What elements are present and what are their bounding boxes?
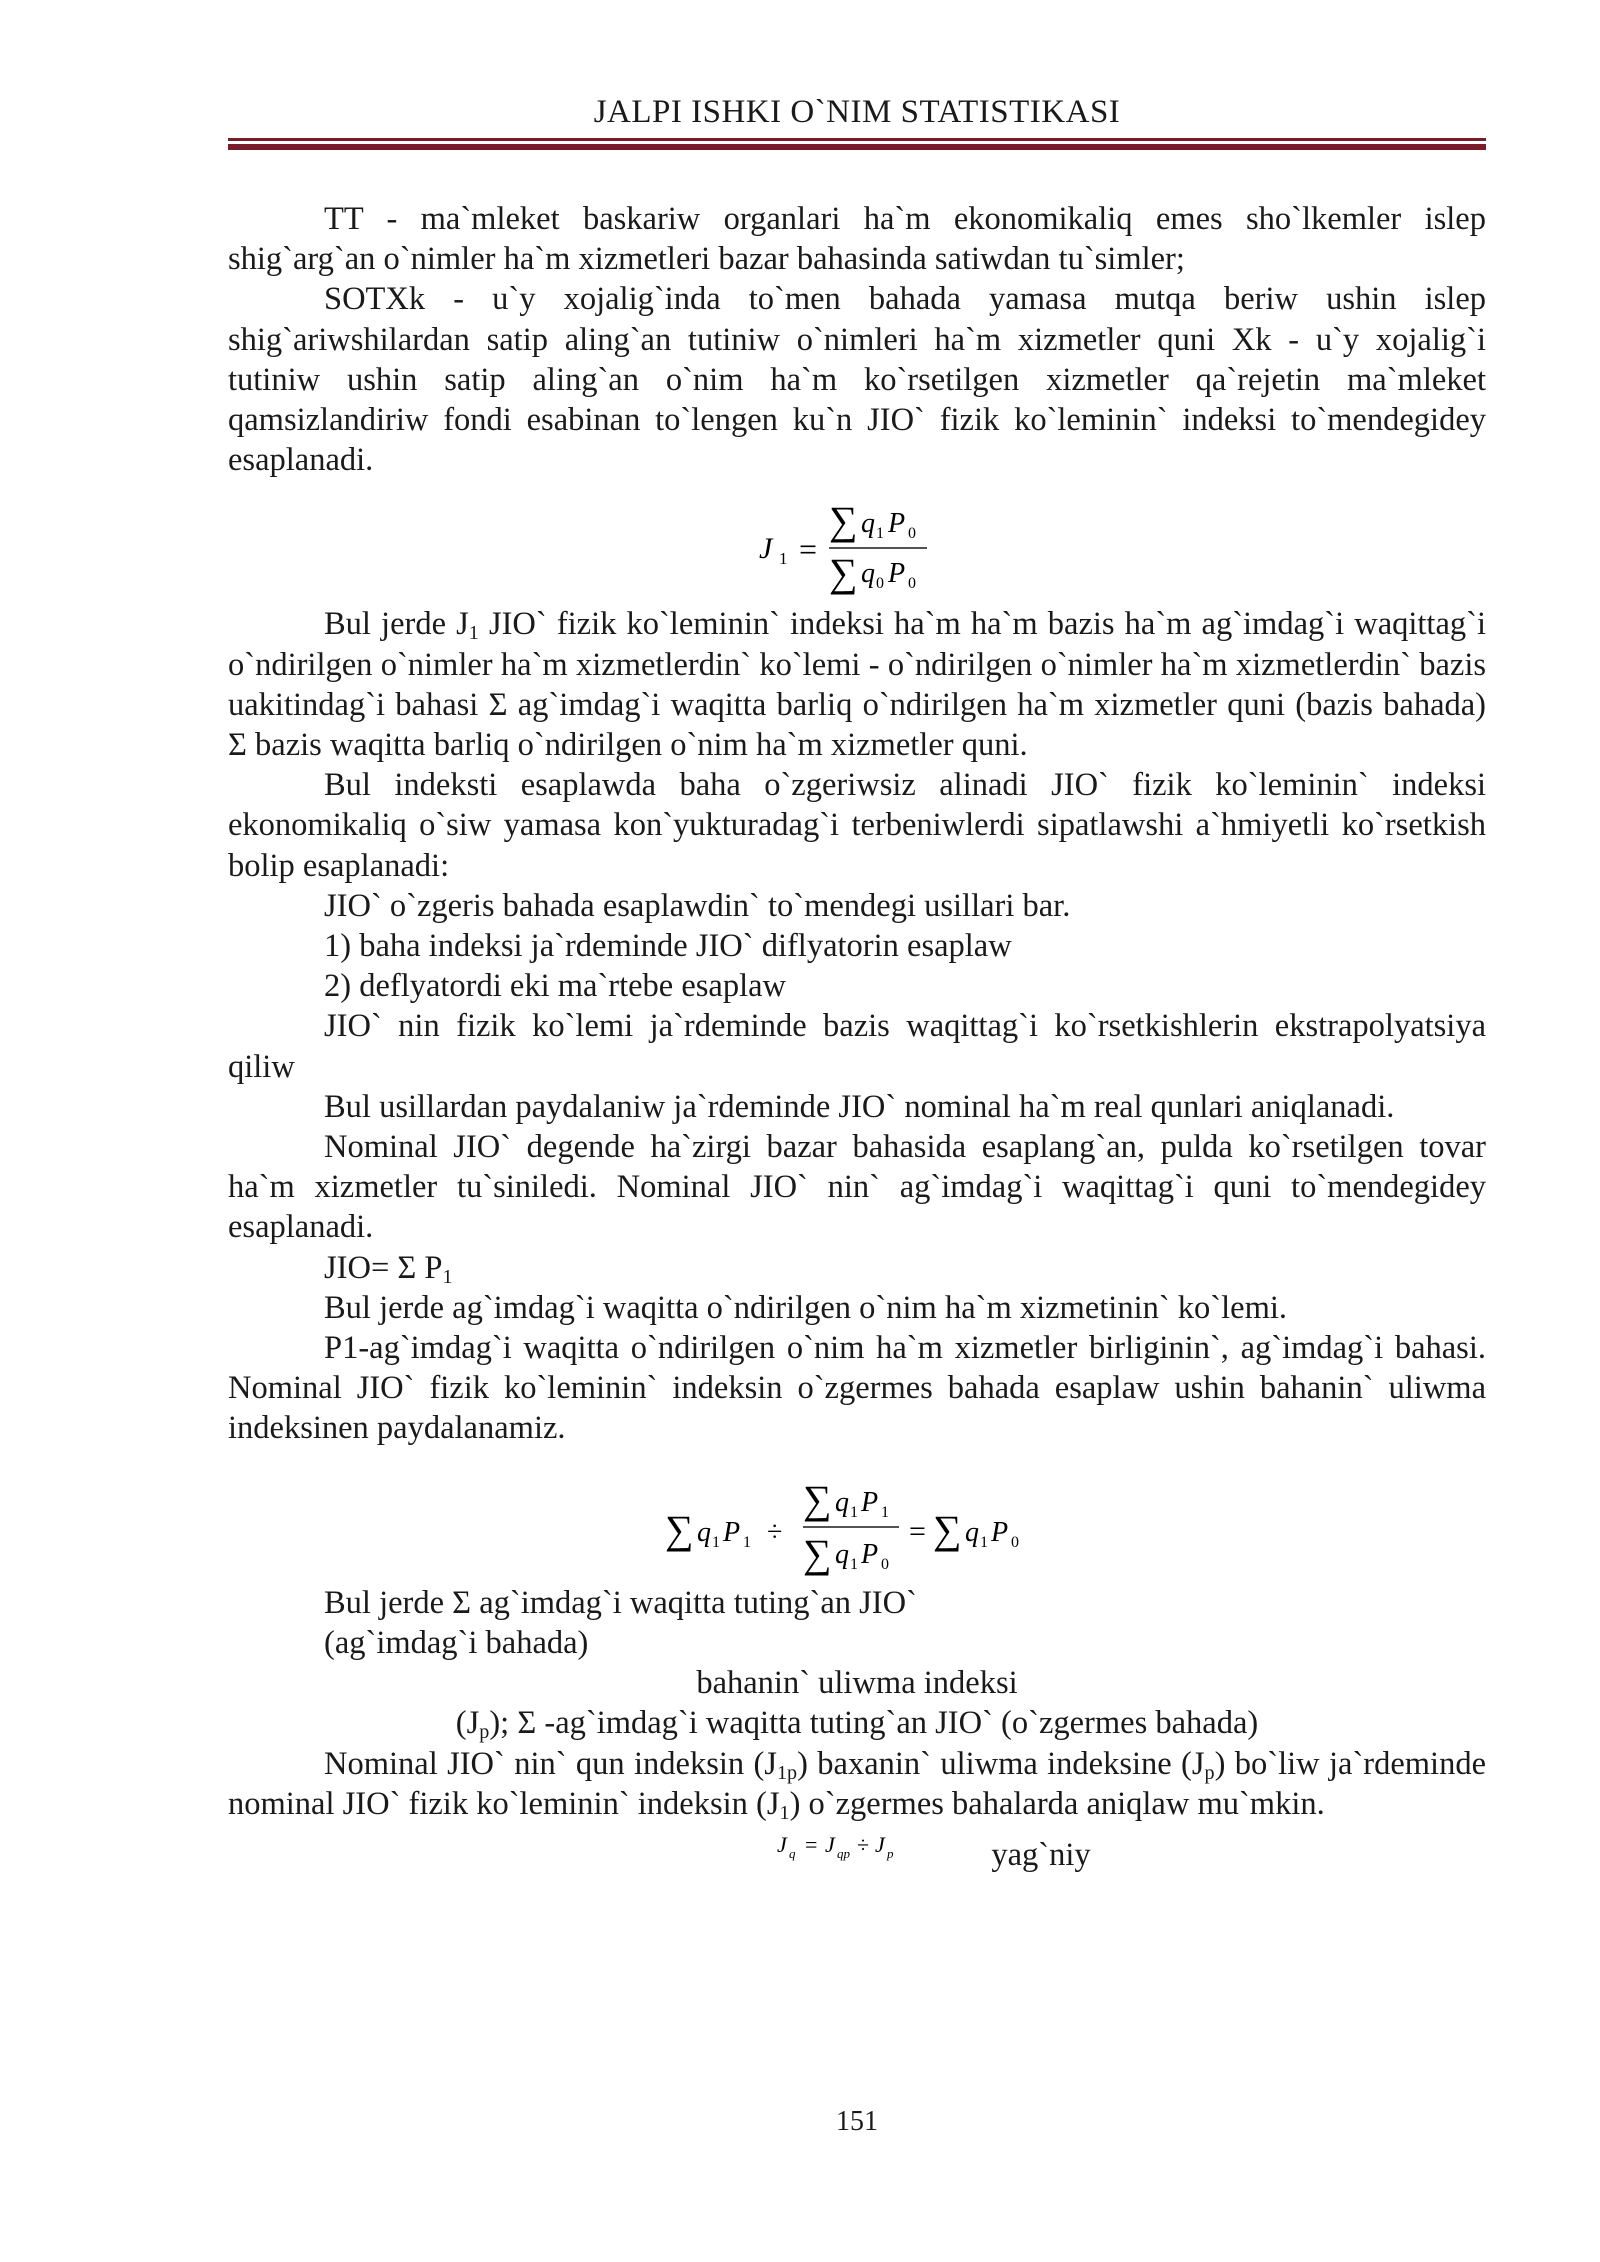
header-rule-thick xyxy=(228,144,1486,150)
f1-den-sigma: ∑ xyxy=(829,550,858,596)
f2-sigma-a: ∑ xyxy=(665,1506,694,1552)
f3-j-c: J xyxy=(875,1831,886,1857)
paragraph-nominal-qun-index: Nominal JIO` nin` qun indeksin $(J_{1p})$ baxanin` uliwma indeksine $(J_p)$ bo`liw ja`rdeminde nominal JIO` fizik ko`leminin` indeksin $(J_1)$ o`zgermes bahalarda aniqlaw mu`mkin. xyxy=(228,1745,1486,1824)
formula-1-svg xyxy=(747,484,967,604)
f3-divide: ÷ xyxy=(857,1831,870,1857)
f2-num-p-sub: 1 xyxy=(881,1503,889,1521)
f1-den-p-sub: 0 xyxy=(908,575,916,593)
paragraph-jp-definition: $(J_p)$; Σ -ag`imdag`i waqitta tuting`an JIO` (o`zgermes bahada) xyxy=(455,1705,1259,1744)
f3-equals: = xyxy=(805,1831,818,1857)
running-header: JALPI ISHKI O`NIM STATISTIKASI xyxy=(593,94,1121,130)
paragraph-baha-indeksi: bahanin` uliwma indeksi xyxy=(696,1665,1018,1702)
f2-den-p-sub: 0 xyxy=(881,1555,889,1573)
f2-den-q-sub: 1 xyxy=(850,1555,858,1573)
f1-num-q: q xyxy=(861,508,875,540)
header-rule-thin xyxy=(228,138,1486,141)
f1-den-q-sub: 0 xyxy=(876,575,884,593)
list-item-1: 1) baha indeksi ja`rdeminde JIO` diflyatorin esaplaw xyxy=(324,928,1012,965)
paragraph-bul-jerde-2: Bul jerde ag`imdag`i waqitta o`ndirilgen o`nim ha`m xizmetinin` ko`lemi. xyxy=(324,1289,1288,1326)
f2-divide: ÷ xyxy=(767,1516,783,1548)
f2-equals: = xyxy=(909,1514,926,1548)
f2-p-b-sub: 0 xyxy=(1011,1533,1019,1551)
page-body xyxy=(228,199,1486,1886)
paragraph-methods-intro: JIO` o`zgeris bahada esaplawdin` to`mendegi usillari bar. xyxy=(324,887,1071,924)
page-number: 151 xyxy=(836,2106,878,2137)
paragraph-tt-definition: TT - ma`mleket baskariw organlari ha`m ekonomikaliq emes sho`lkemler islep shig`arg`an o`nimler ha`m xizmetleri bazar bahasinda satiwdan tu`simler; xyxy=(228,201,1486,278)
f2-num-sigma: ∑ xyxy=(803,1476,832,1522)
f2-p-b: P xyxy=(991,1516,1009,1548)
list-item-3: JIO` nin fizik ko`lemi ja`rdeminde bazis waqittag`i ko`rsetkishlerin ekstrapolyatsiya qiliw xyxy=(228,1008,1486,1085)
f2-p-a: P xyxy=(723,1516,741,1548)
f1-num-q-sub: 1 xyxy=(876,525,884,543)
f2-q-b: q xyxy=(965,1516,979,1548)
paragraph-agimdagi-bahada: (ag`imdag`i bahada) xyxy=(324,1624,589,1661)
f1-den-p: P xyxy=(888,558,906,590)
f2-q-a-sub: 1 xyxy=(712,1533,720,1551)
f2-q-b-sub: 1 xyxy=(980,1533,988,1551)
f1-equals: = xyxy=(799,531,818,568)
text-yagniy: yag`niy xyxy=(991,1836,1091,1873)
f1-lhs-sub: 1 xyxy=(779,549,788,569)
paragraph-usillar: Bul usillardan paydalaniw ja`rdeminde JIO` nominal ha`m real qunlari aniqlanadi. xyxy=(324,1088,1395,1125)
formula-physical-volume-index xyxy=(228,484,1486,604)
f1-lhs: J xyxy=(759,532,773,566)
f3-j-b-sub: qp xyxy=(837,1845,851,1861)
paragraph-p1-definition: P1-ag`imdag`i waqitta o`ndirilgen o`nim ha`m xizmetler birliginin`, ag`imdag`i bahasi. Nominal JIO` fizik ko`leminin` indeksin o`zgermes bahada esaplaw ushin bahanin` uliwma indeksinen paydalanamiz. xyxy=(228,1330,1486,1447)
f2-den-p: P xyxy=(861,1538,879,1570)
formula-deflation xyxy=(228,1471,1486,1583)
paragraph-sotxk-definition: SOTXk - u`y xojalig`inda to`men bahada yamasa mutqa beriw ushin islep shig`ariwshilardan satip aling`an tutiniw o`nimleri ha`m xizmetler quni Xk - u`y xojalig`i tutiniw ushin satip aling`an o`nim ha`m ko`rsetilgen xizmetler qa`rejetin ma`mleket qamsizlandiriw fondi esabinan to`lengen ku`n JIO` fizik ko`leminin` indeksi to`mendegidey esaplanadi. xyxy=(228,281,1486,479)
f2-num-p: P xyxy=(861,1486,879,1518)
f2-sigma-b: ∑ xyxy=(933,1506,962,1552)
f2-num-q-sub: 1 xyxy=(850,1503,858,1521)
formula-2-svg xyxy=(657,1471,1057,1583)
f1-num-sigma: ∑ xyxy=(829,498,858,544)
f3-j-a-sub: q xyxy=(789,1845,796,1861)
f3-j-b: J xyxy=(825,1831,836,1857)
paragraph-index-meaning: Bul indeksti esaplawda baha o`zgeriwsiz alinadi JIO` fizik ko`leminin` indeksi ekonomikaliq o`siw yamasa kon`yukturadag`i terbeniwlerdi sipatlawshi a`hmiyetli ko`rsetkish bolip esaplanadi: xyxy=(228,767,1486,884)
f3-j-a: J xyxy=(777,1831,788,1857)
f1-den-q: q xyxy=(861,558,875,590)
f2-p-a-sub: 1 xyxy=(743,1533,751,1551)
formula-3-svg xyxy=(773,1824,943,1874)
f2-q-a: q xyxy=(697,1516,711,1548)
f2-den-q: q xyxy=(835,1538,849,1570)
f3-j-c-sub: p xyxy=(887,1845,894,1861)
f1-num-p: P xyxy=(888,508,906,540)
paragraph-bul-jerde-3: Bul jerde Σ ag`imdag`i waqitta tuting`an JIO` xyxy=(324,1584,917,1621)
list-item-2: 2) deflyatordi eki ma`rtebe esaplaw xyxy=(324,968,787,1005)
formula-index-relation xyxy=(228,1824,1486,1886)
f2-den-sigma: ∑ xyxy=(803,1530,832,1576)
f1-num-p-sub: 0 xyxy=(908,525,916,543)
f2-num-q: q xyxy=(835,1486,849,1518)
paragraph-nominal-jio: Nominal JIO` degende ha`zirgi bazar bahasida esaplang`an, pulda ko`rsetilgen tovar ha`m xizmetler tu`siniledi. Nominal JIO` nin` ag`imdag`i waqittag`i quni to`mendegidey esaplanadi. xyxy=(228,1129,1486,1246)
paragraph-bul-jerde-1: Bul jerde $J_1$ JIO` fizik ko`leminin` indeksi ha`m ha`m bazis ha`m ag`imdag`i waqittag`i o`ndirilgen o`nimler ha`m xizmetlerdin` ko`lemi - o`ndirilgen o`nimler ha`m xizmetlerdin` bazis uakitindag`i bahasi Σ ag`imdag`i waqitta barliq o`ndirilgen ha`m xizmetler quni (bazis bahada) Σ bazis waqitta barliq o`ndirilgen o`nim ha`m xizmetler quni. xyxy=(228,606,1486,764)
formula-jio-sum: JIO= Σ $P_1$ xyxy=(324,1249,453,1288)
